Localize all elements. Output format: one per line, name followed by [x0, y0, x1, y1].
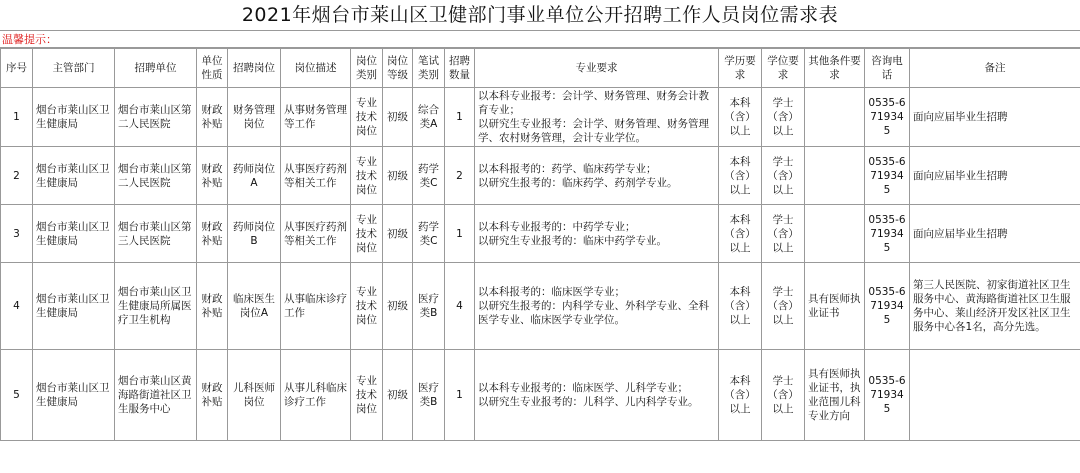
cell-nature: 财政补贴: [197, 147, 228, 205]
table-row: [1, 147, 1080, 205]
cell-phone: 0535-6719345: [865, 88, 910, 147]
header-major: 专业要求: [475, 49, 719, 88]
cell-major: [475, 263, 719, 350]
cell-major: [475, 205, 719, 263]
cell-seq: 2: [1, 147, 33, 205]
cell-phone: 0535-6719345: [865, 205, 910, 263]
major-postgrad: 以研究生专业报考的：儿科学、儿内科学专业。: [478, 396, 699, 408]
cell-edu: 本科（含）以上: [719, 263, 762, 350]
header-phone: 咨询电话: [865, 49, 910, 88]
cell-note: 面向应届毕业生招聘: [910, 88, 1080, 147]
table-row: [1, 263, 1080, 350]
cell-dept: 烟台市莱山区卫生健康局: [33, 263, 115, 350]
cell-level: 初级: [383, 88, 413, 147]
cell-nature: 财政补贴: [197, 350, 228, 441]
cell-desc: 从事医疗药剂等相关工作: [281, 205, 351, 263]
cell-level: 初级: [383, 263, 413, 350]
cell-desc: 从事财务管理等工作: [281, 88, 351, 147]
cell-unit: 烟台市莱山区第二人民医院: [115, 147, 197, 205]
cell-degree: 学士（含）以上: [762, 147, 805, 205]
cell-seq: 3: [1, 205, 33, 263]
cell-desc: 从事临床诊疗工作: [281, 263, 351, 350]
cell-post: 财务管理岗位: [228, 88, 281, 147]
table-row: [1, 205, 1080, 263]
cell-other: [805, 205, 865, 263]
cell-exam: 医疗类B: [413, 350, 445, 441]
table-header-row: [1, 49, 1080, 88]
table-row: [1, 88, 1080, 147]
cell-other: 具有医师执业证书: [805, 263, 865, 350]
cell-post: 药师岗位A: [228, 147, 281, 205]
cell-other: [805, 88, 865, 147]
header-edu: 学历要求: [719, 49, 762, 88]
header-post: 招聘岗位: [228, 49, 281, 88]
cell-degree: 学士（含）以上: [762, 205, 805, 263]
header-desc: 岗位描述: [281, 49, 351, 88]
cell-seq: 4: [1, 263, 33, 350]
cell-count: 1: [445, 88, 475, 147]
cell-note: 面向应届毕业生招聘: [910, 147, 1080, 205]
cell-level: 初级: [383, 350, 413, 441]
major-undergrad: 以本科报考的：药学、临床药学专业；: [478, 162, 657, 175]
cell-nature: 财政补贴: [197, 205, 228, 263]
cell-dept: 烟台市莱山区卫生健康局: [33, 88, 115, 147]
header-count: 招聘数量: [445, 49, 475, 88]
cell-unit: 烟台市莱山区第二人民医院: [115, 88, 197, 147]
cell-other: [805, 147, 865, 205]
cell-note: [910, 350, 1080, 441]
cell-post: 药师岗位B: [228, 205, 281, 263]
cell-desc: 从事儿科临床诊疗工作: [281, 350, 351, 441]
cell-unit: 烟台市莱山区第三人民医院: [115, 205, 197, 263]
cell-seq: 5: [1, 350, 33, 441]
cell-dept: 烟台市莱山区卫生健康局: [33, 147, 115, 205]
cell-dept: 烟台市莱山区卫生健康局: [33, 350, 115, 441]
cell-post: 临床医生岗位A: [228, 263, 281, 350]
cell-category: 专业技术岗位: [351, 350, 383, 441]
cell-phone: 0535-6719345: [865, 147, 910, 205]
major-postgrad: 以研究生报考的：内科学专业、外科学专业、全科医学专业、临床医学专业学位。: [478, 300, 709, 326]
cell-major: [475, 147, 719, 205]
cell-degree: 学士（含）以上: [762, 263, 805, 350]
cell-note: 面向应届毕业生招聘: [910, 205, 1080, 263]
cell-edu: 本科（含）以上: [719, 88, 762, 147]
cell-note: 第三人民医院、初家街道社区卫生服务中心、黄海路街道社区卫生服务中心、莱山经济开发区社区卫生服务中心各1名，高分先选。: [910, 263, 1080, 350]
reminder-label: 温馨提示：: [0, 31, 1080, 48]
major-postgrad: 以研究生专业报考：会计学、财务管理、财务管理学、农村财务管理，会计专业学位。: [478, 118, 709, 144]
cell-count: 2: [445, 147, 475, 205]
cell-category: 专业技术岗位: [351, 205, 383, 263]
cell-other: 具有医师执业证书，执业范围儿科专业方向: [805, 350, 865, 441]
cell-edu: 本科（含）以上: [719, 350, 762, 441]
cell-count: 1: [445, 350, 475, 441]
cell-count: 4: [445, 263, 475, 350]
cell-exam: 药学类C: [413, 205, 445, 263]
cell-nature: 财政补贴: [197, 88, 228, 147]
cell-phone: 0535-6719345: [865, 263, 910, 350]
cell-nature: 财政补贴: [197, 263, 228, 350]
header-level: 岗位等级: [383, 49, 413, 88]
cell-exam: 医疗类B: [413, 263, 445, 350]
cell-category: 专业技术岗位: [351, 147, 383, 205]
cell-unit: 烟台市莱山区卫生健康局所属医疗卫生机构: [115, 263, 197, 350]
header-exam: 笔试类别: [413, 49, 445, 88]
cell-exam: 药学类C: [413, 147, 445, 205]
header-other: 其他条件要求: [805, 49, 865, 88]
cell-major: [475, 88, 719, 147]
cell-major: [475, 350, 719, 441]
cell-category: 专业技术岗位: [351, 263, 383, 350]
cell-edu: 本科（含）以上: [719, 205, 762, 263]
cell-count: 1: [445, 205, 475, 263]
header-note: 备注: [910, 49, 1080, 88]
cell-level: 初级: [383, 205, 413, 263]
header-category: 岗位类别: [351, 49, 383, 88]
cell-desc: 从事医疗药剂等相关工作: [281, 147, 351, 205]
major-undergrad: 以本科专业报考：会计学、财务管理、财务会计教育专业；: [478, 90, 709, 116]
header-unit: 招聘单位: [115, 49, 197, 88]
major-undergrad: 以本科专业报考的：临床医学、儿科学专业；: [478, 382, 688, 394]
cell-level: 初级: [383, 147, 413, 205]
header-nature: 单位性质: [197, 49, 228, 88]
header-seq: 序号: [1, 49, 33, 88]
page-title: 2021年烟台市莱山区卫健部门事业单位公开招聘工作人员岗位需求表: [0, 0, 1080, 31]
cell-category: 专业技术岗位: [351, 88, 383, 147]
job-requirements-table: [0, 48, 1080, 441]
cell-degree: 学士（含）以上: [762, 350, 805, 441]
major-undergrad: 以本科报考的：临床医学专业；: [478, 286, 625, 298]
major-undergrad: 以本科专业报考的：中药学专业；: [478, 220, 636, 233]
major-postgrad: 以研究生专业报考的：临床中药学专业。: [478, 234, 667, 247]
cell-exam: 综合类A: [413, 88, 445, 147]
cell-degree: 学士（含）以上: [762, 88, 805, 147]
major-postgrad: 以研究生报考的：临床药学、药剂学专业。: [478, 176, 678, 189]
cell-phone: 0535-6719345: [865, 350, 910, 441]
cell-dept: 烟台市莱山区卫生健康局: [33, 205, 115, 263]
cell-seq: 1: [1, 88, 33, 147]
header-dept: 主管部门: [33, 49, 115, 88]
cell-post: 儿科医师岗位: [228, 350, 281, 441]
table-row: [1, 350, 1080, 441]
cell-unit: 烟台市莱山区黄海路街道社区卫生服务中心: [115, 350, 197, 441]
header-degree: 学位要求: [762, 49, 805, 88]
cell-edu: 本科（含）以上: [719, 147, 762, 205]
